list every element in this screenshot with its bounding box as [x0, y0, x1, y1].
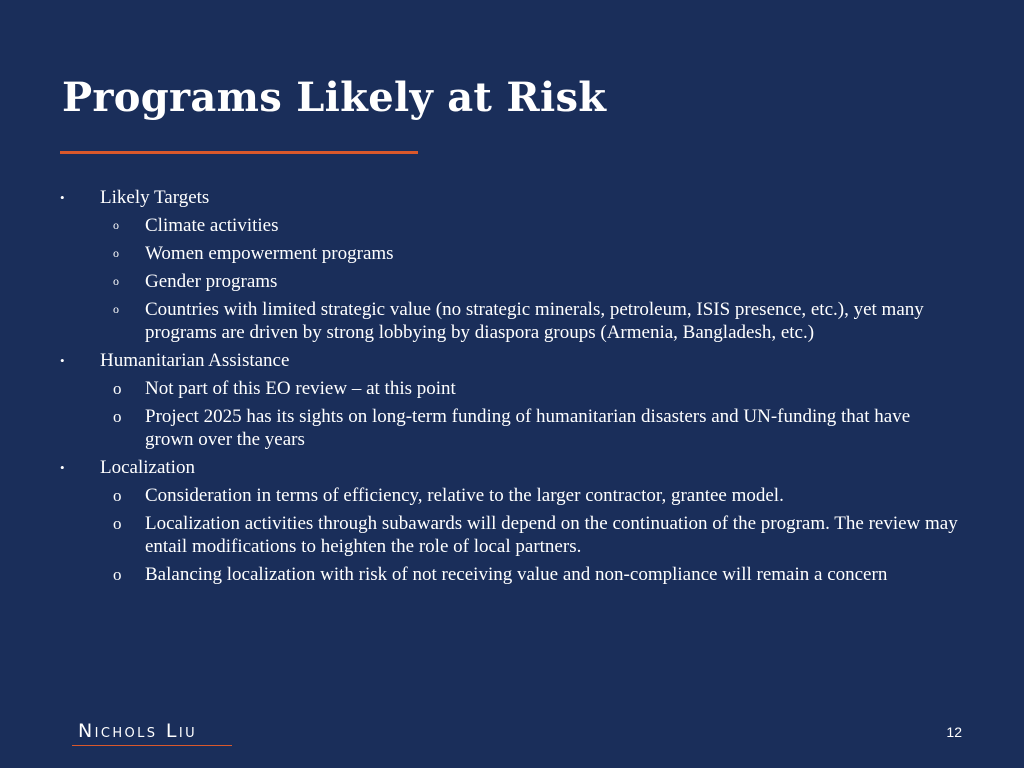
sub-bullet-text: Gender programs	[145, 271, 278, 292]
sub-bullet-item	[58, 242, 958, 265]
sub-bullet-marker: o	[113, 514, 122, 533]
sub-bullet-marker: o	[113, 218, 119, 232]
sub-bullet-marker: o	[113, 407, 122, 426]
company-logo: Nichols Liu	[78, 720, 198, 742]
sub-bullet-text: Climate activities	[145, 215, 279, 236]
bullet-item-humanitarian-assistance	[58, 349, 958, 372]
bullet-marker: •	[60, 190, 65, 205]
sub-bullet-marker: o	[113, 486, 122, 505]
sub-bullet-item	[58, 298, 958, 344]
title-underline	[60, 151, 418, 154]
sub-bullet-text: Women empowerment programs	[145, 243, 394, 264]
sub-bullet-item	[58, 377, 958, 400]
sub-bullet-marker: o	[113, 246, 119, 260]
sub-bullet-item	[58, 484, 958, 507]
sub-bullet-item	[58, 563, 958, 586]
bullet-item-likely-targets	[58, 186, 958, 209]
sub-bullet-item	[58, 512, 958, 558]
bullet-label: Localization	[100, 457, 195, 478]
sub-bullet-marker: o	[113, 302, 119, 316]
bullet-label: Likely Targets	[100, 187, 210, 208]
sub-bullet-text: Consideration in terms of efficiency, relative to the larger contractor, grantee model.	[145, 485, 784, 506]
bullet-marker: •	[60, 460, 65, 475]
bullet-marker: •	[60, 353, 65, 368]
page-number: 12	[946, 724, 962, 740]
bullet-item-localization	[58, 456, 958, 479]
slide-title: Programs Likely at Risk	[62, 74, 607, 121]
sub-bullet-text: Project 2025 has its sights on long-term funding of humanitarian disasters and UN-funding that have grown over the years	[145, 406, 911, 450]
sub-bullet-marker: o	[113, 565, 122, 584]
sub-bullet-text: Countries with limited strategic value (no strategic minerals, petroleum, ISIS presence, etc.), yet many programs are driven by strong lobbying by diaspora groups (Armenia, Bangladesh, etc.)	[145, 299, 924, 343]
sub-bullet-text: Not part of this EO review – at this point	[145, 378, 456, 399]
sub-bullet-marker: o	[113, 379, 122, 398]
logo-underline	[72, 745, 232, 746]
sub-bullet-item	[58, 405, 958, 451]
sub-bullet-marker: o	[113, 274, 119, 288]
sub-bullet-text: Localization activities through subawards will depend on the continuation of the program. The review may entail modifications to heighten the role of local partners.	[145, 513, 958, 557]
sub-bullet-text: Balancing localization with risk of not receiving value and non-compliance will remain a concern	[145, 564, 888, 585]
sub-bullet-item	[58, 214, 958, 237]
bullet-label: Humanitarian Assistance	[100, 350, 290, 371]
sub-bullet-item	[58, 270, 958, 293]
bullet-list	[58, 186, 958, 586]
